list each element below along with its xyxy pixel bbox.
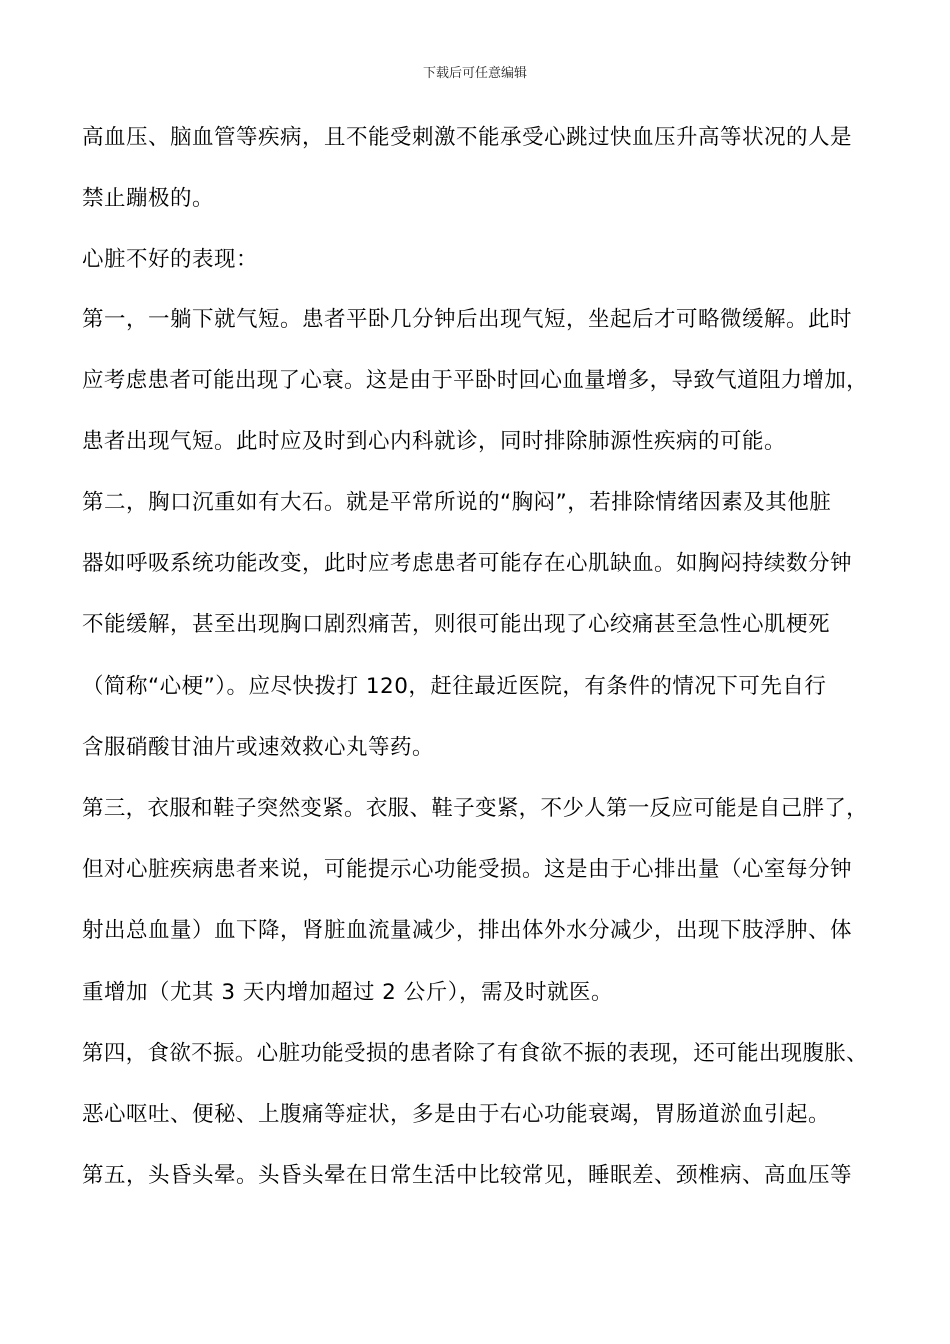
text-line: 第五，头昏头晕。头昏头晕在日常生活中比较常见，睡眠差、颈椎病、高血压等 — [82, 1163, 853, 1188]
text-line: 恶心呕吐、便秘、上腹痛等症状，多是由于右心功能衰竭，胃肠道淤血引起。 — [82, 1102, 831, 1127]
text-line: 第三，衣服和鞋子突然变紧。衣服、鞋子变紧，不少人第一反应可能是自己胖了， — [82, 796, 869, 821]
text-line: 禁止蹦极的。 — [82, 186, 215, 211]
text-line: （简称“心梗”）。应尽快拨打 120，赶往最近医院，有条件的情况下可先自行 — [82, 674, 827, 699]
text-line: 不能缓解，甚至出现胸口剧烈痛苦，则很可能出现了心绞痛甚至急性心肌梗死 — [82, 612, 831, 637]
text-line: 第一，一躺下就气短。患者平卧几分钟后出现气短，坐起后才可略微缓解。此时 — [82, 307, 853, 332]
text-line: 器如呼吸系统功能改变，此时应考虑患者可能存在心肌缺血。如胸闷持续数分钟 — [82, 551, 853, 576]
text-line: 但对心脏疾病患者来说，可能提示心功能受损。这是由于心排出量（心室每分钟 — [82, 857, 853, 882]
text-line: 患者出现气短。此时应及时到心内科就诊，同时排除肺源性疾病的可能。 — [82, 429, 787, 454]
text-line: 第二，胸口沉重如有大石。就是平常所说的“胸闷”，若排除情绪因素及其他脏 — [82, 490, 832, 515]
text-line: 含服硝酸甘油片或速效救心丸等药。 — [82, 735, 435, 760]
page-header: 下载后可任意编辑 — [422, 66, 527, 81]
text-line: 第四，食欲不振。心脏功能受损的患者除了有食欲不振的表现，还可能出现腹胀、 — [82, 1041, 869, 1066]
text-line: 高血压、脑血管等疾病，且不能受刺激不能承受心跳过快血压升高等状况的人是 — [82, 125, 853, 150]
text-line: 重增加（尤其 3 天内增加超过 2 公斤），需及时就医。 — [82, 980, 613, 1005]
text-line: 心脏不好的表现： — [82, 247, 259, 272]
text-line: 应考虑患者可能出现了心衰。这是由于平卧时回心血量增多，导致气道阻力增加， — [82, 368, 869, 393]
text-line: 射出总血量）血下降，肾脏血流量减少，排出体外水分减少，出现下肢浮肿、体 — [82, 918, 853, 943]
